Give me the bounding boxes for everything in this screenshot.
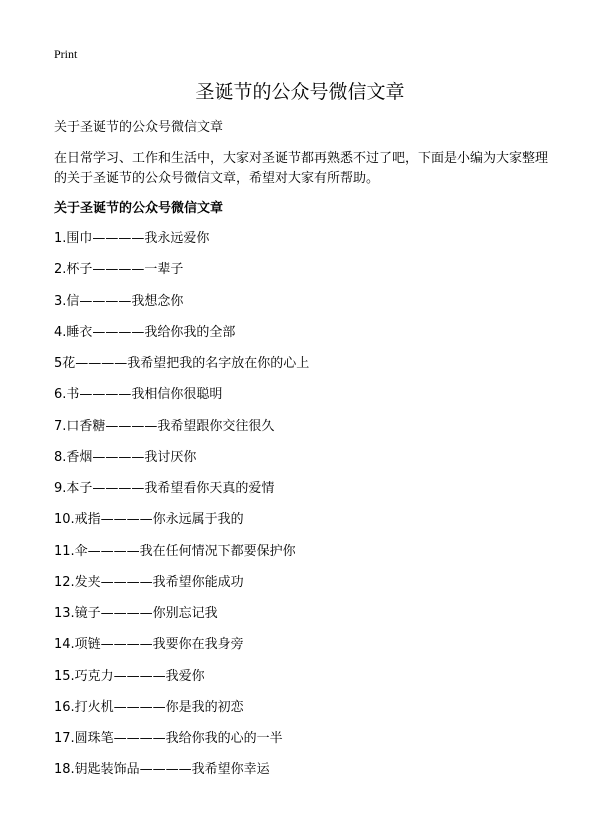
list-item: 16.打火机————你是我的初恋 <box>54 699 244 715</box>
list-item: 17.圆珠笔————我给你我的心的一半 <box>54 731 283 746</box>
list-item: 6.书————我相信你很聪明 <box>54 387 223 403</box>
list-item: 15.巧克力————我爱你 <box>54 668 205 684</box>
intro-paragraph: 在日常学习、工作和生活中，大家对圣诞节都再熟悉不过了吧，下面是小编为大家整理的关于圣诞节的公众号微信文章，希望对大家有所帮助。 <box>54 151 549 186</box>
document-title: 圣诞节的公众号微信文章 <box>195 81 405 103</box>
list-item: 12.发夹————我希望你能成功 <box>54 574 244 590</box>
list-item: 13.镜子————你别忘记我 <box>54 606 218 621</box>
list-item: 5花————我希望把我的名字放在你的心上 <box>54 356 310 371</box>
list-item: 14.项链————我要你在我身旁 <box>54 637 244 653</box>
gift-meaning-list <box>54 229 309 792</box>
list-item: 2.杯子————一辈子 <box>54 262 184 278</box>
list-item: 3.信————我想念你 <box>54 293 184 309</box>
list-item: 7.口香糖————我希望跟你交往很久 <box>54 418 275 434</box>
list-item: 4.睡衣————我给你我的全部 <box>54 324 236 340</box>
list-item: 8.香烟————我讨厌你 <box>54 449 197 465</box>
list-item: 1.围巾————我永远爱你 <box>54 231 210 246</box>
document-subtitle: 关于圣诞节的公众号微信文章 <box>54 120 224 135</box>
list-item: 10.戒指————你永远属于我的 <box>54 512 244 528</box>
print-label: Print <box>54 47 78 61</box>
list-item: 18.钥匙装饰品————我希望你幸运 <box>54 762 270 778</box>
list-item: 11.伞————我在任何情况下都要保护你 <box>54 543 296 559</box>
list-item: 9.本子————我希望看你天真的爱情 <box>54 481 275 496</box>
section-heading: 关于圣诞节的公众号微信文章 <box>54 201 224 216</box>
